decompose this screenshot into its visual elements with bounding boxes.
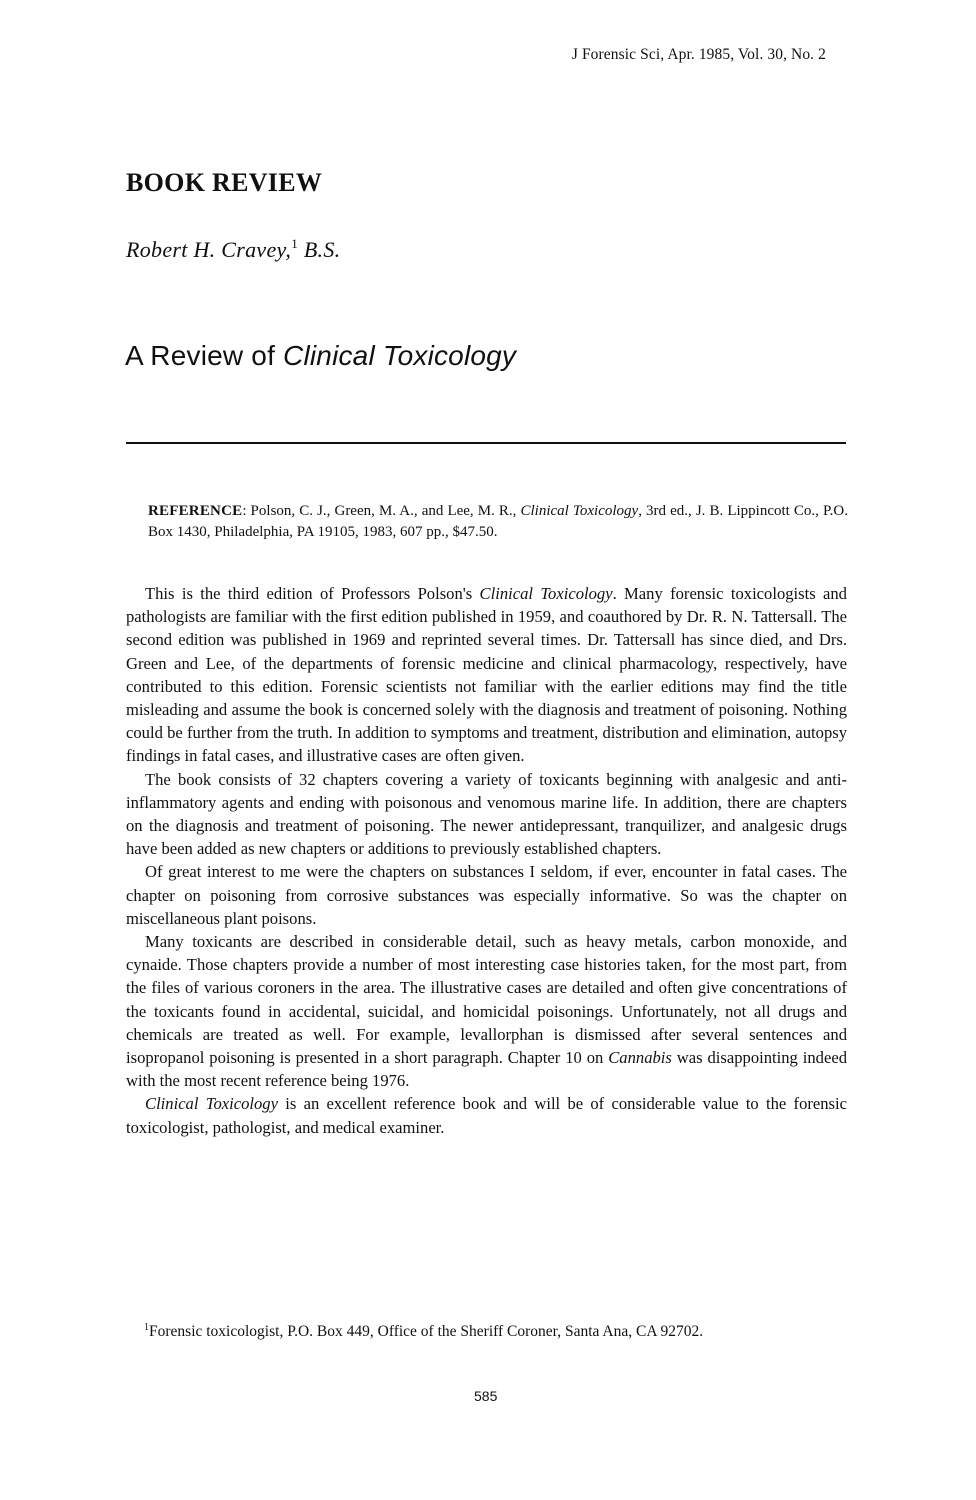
paragraph-5 [126,1092,847,1138]
title-prefix: A Review of [125,340,284,371]
reference-block [148,501,848,543]
page-number: 585 [474,1388,498,1404]
article-title [125,340,516,372]
paragraph-2: The book consists of 32 chapters covering a variety of toxicants beginning with analgesic and anti-inflammatory agents and ending with poisonous and venomous marine life. In addition, there are chapters on the diagnosis and treatment of poisoning. The newer antidepressant, tranquilizer, and analgesic drugs have been added as new chapters or additions to previously established chapters. [126,769,847,859]
author-degree: B.S. [303,237,341,262]
title-rule [126,442,846,444]
review-body [126,582,847,1139]
reference-details: , 3rd ed., J. B. Lippincott Co., P.O. Box 1430, Philadelphia, PA 19105, 1983, 607 pp., $47.50. [148,503,848,540]
paragraph-1 [126,582,847,768]
paragraph-4-text-a: Many toxicants are described in considerable detail, such as heavy metals, carbon monoxide, and cynaide. Those chapters provide a number of most interesting case histories taken, for the most part, from the files of various coroners in the area. The illustrative cases are detailed and often give concentrations of the toxicants found in accidental, suicidal, and homicidal poisonings. Unfortunately, not all drugs and chemicals are treated as well. For example, levallorphan is dismissed after several sentences and isopropanol poisoning is presented in a short paragraph. Chapter 10 on [126,932,847,1068]
reference-book-title: Clinical Toxicology [520,503,639,519]
footnote-mark: 1 [144,1322,149,1333]
paragraph-3: Of great interest to me were the chapters on substances I seldom, if ever, encounter in fatal cases. The chapter on poisoning from corrosive substances was especially informative. So was the chapter on miscellaneous plant poisons. [126,862,847,928]
paragraph-4-text-b: was disappointing indeed with the most recent reference being 1976. [126,1048,847,1091]
author-name: Robert H. Cravey, [126,237,292,262]
footnote-text: Forensic toxicologist, P.O. Box 449, Office of the Sheriff Coroner, Santa Ana, CA 92702. [149,1323,704,1340]
title-book: Clinical Toxicology [283,340,517,371]
running-head: J Forensic Sci, Apr. 1985, Vol. 30, No. 2 [571,46,826,63]
author-footnote-mark: 1 [291,236,298,251]
paragraph-1-text-a: This is the third edition of Professors Polson's [145,584,480,603]
author-line [126,236,340,263]
footnote [144,1322,703,1341]
paragraph-1-book-title: Clinical Toxicology [479,584,613,603]
paragraph-4-cannabis: Cannabis [608,1048,672,1068]
reference-label: REFERENCE [148,503,243,519]
paragraph-4 [126,930,847,1092]
paragraph-1-text-b: . Many forensic toxicologists and pathologists are familiar with the first edition published in 1959, and coauthored by Dr. R. N. Tattersall. The second edition was published in 1969 and reprinted several times. Dr. Tattersall has since died, and Drs. Green and Lee, of the departments of forensic medicine and clinical pharmacology, respectively, have contributed to this edition. Forensic scientists not familiar with the earlier editions may find the title misleading and assume the book is concerned solely with the diagnosis and treatment of poisoning. Nothing could be further from the truth. In addition to symptoms and treatment, distribution and elimination, autopsy findings in fatal cases, and illustrative cases are often given. [126,584,847,766]
reference-authors: : Polson, C. J., Green, M. A., and Lee, M. R., [242,503,521,519]
paragraph-5-book-title: Clinical Toxicology [145,1094,278,1114]
section-label: BOOK REVIEW [126,168,323,197]
paragraph-5-text: is an excellent reference book and will be of considerable value to the forensic toxicologist, pathologist, and medical examiner. [126,1094,847,1137]
